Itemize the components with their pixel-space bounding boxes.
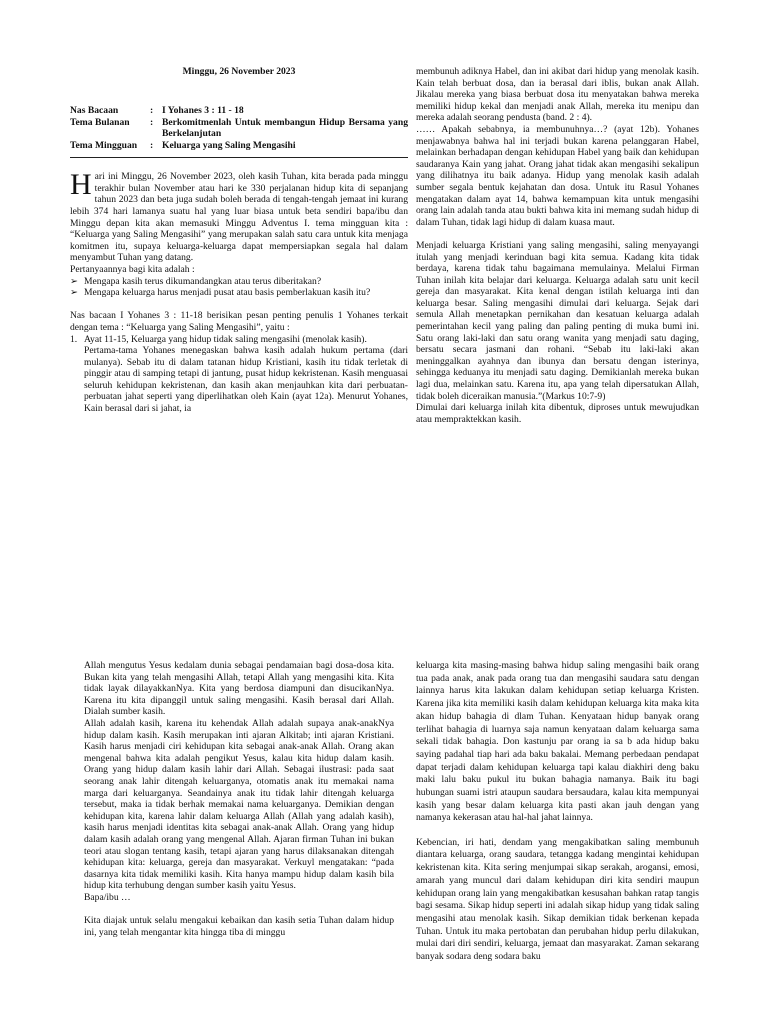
intro-paragraph xyxy=(70,168,408,264)
date-line: Minggu, 26 November 2023 xyxy=(182,66,296,77)
intro-text: ari ini Minggu, 26 November 2023, oleh kasih Tuhan, kita berada pada minggu terakhir bulan November atau hari ke 330 perjalanan hidup kita di sepanjang tahun 2023 dan beta juga sudah boleh berada di tengah-tengah jemaat ini kurang lebih 374 hari lamanya suatu hal yang luar biasa untuk beta sendiri bapa/ibu dan Minggu depan kita akan memasuki Minggu Adventus I. tema mingguan kita : “Keluarga yang Saling Mengasihi” yang merupakan salah satu cara untuk kita menjaga komitmen itu, supaya keluarga-keluarga dapat mempersiapkan segala hal dalam menyambut Tuhan yang datang. xyxy=(70,171,408,264)
column-bottom-left xyxy=(84,660,394,938)
question-text: Mengapa keluarga harus menjadi pusat atau basis pemberlakuan kasih itu? xyxy=(84,287,371,299)
paragraph: Allah adalah kasih, karena itu kehendak Allah adalah supaya anak-anakNya hidup dalam kasih. Kasih merupakan inti ajaran Alkitab; inti ajaran Kristiani. Kasih harus menjadi ciri kehidupan kita sebagai anak-anak Allah. Orang akan mengenal bahwa kita adalah pengikut Yesus, kalau kita hidup dalam kasih. Orang yang hidup dalam kasih lahir dari Allah. Sebagai ilustrasi: pada saat seorang anak lahir ditengah keluarganya, otomatis anak itu memakai nama marga dari keluarganya. Seandainya anak itu tidak lahir ditengah keluarga tersebut, maka ia tidak berhak memakai nama keluarganya. Demikian dengan kehidupan kita, karena lahir dalam keluarga Allah (Allah yang adalah kasih), kasih harus menjadi identitas kita sebagai anak-anak Allah. Orang yang hidup dalam kasih adalah orang yang mengenal Allah. Ajaran firman Tuhan ini bukan teori atau slogan tentang kasih, tetapi ajaran yang harus dilaksanakan ditengah kehidupan kita: keluarga, gereja dan masyarakat. Verkuyl mengatakan: “pada dasarnya kita tidak memiliki kasih. Kita hanya mampu hidup dalam kasih bila hidup kita terhubung dengan sumber kasih yaitu Yesus. xyxy=(84,717,394,892)
paragraph: Menjadi keluarga Kristiani yang saling mengasihi, saling menyayangi itulah yang menjadi kerinduan bagi kita semua. Kadang kita tidak berdaya, karena tidak tahu bagaimana memulainya. Melalui Firman Tuhan inilah kita belajar dari keluarga. Keluarga adalah satu unit kecil gereja dan masyarakat. Kita kenal dengan istilah keluarga inti dan keluarga besar. Saling mengasihi dimulai dari keluarga. Sejak dari semula Allah menetapkan pernikahan dan kesatuan keluarga adalah pemerintahan kecil yang paling dan paling penting di muka bumi ini. Satu orang laki-laki dan satu orang wanita yang menjadi satu daging, bersatu secara jasmani dan rohani. “Sebab itu laki-laki akan meninggalkan ayahnya dan ibunya dan bersatu dengan isterinya, sehingga keduanya itu menjadi satu daging. Demikianlah mereka bukan lagi dua, melainkan satu. Karena itu, apa yang telah dipersatukan Allah, tidak boleh diceraikan manusia.”(Markus 10:7-9) xyxy=(416,239,699,402)
drop-cap: H xyxy=(70,168,92,202)
nas-colon: : xyxy=(150,105,154,117)
point-1-body: Pertama-tama Yohanes menegaskan bahwa kasih adalah hukum pertama (dari mulanya). Sebab itu di dalam tatanan hidup Kristiani, kasih itu tidak terletak di pinggir atau di samping tetapi di jantung, pusat hidup kekristenan. Kasih menguasai seluruh kehidupan kekristenan, dan kasih akan menjauhkan kita dari perbuatan-perbuatan jahat seperti yang diperlihatkan oleh Kain (ayat 12a). Menurut Yohanes, Kain berasal dari si jahat, ia xyxy=(84,345,408,415)
paragraph: Bapa/ibu … xyxy=(84,891,131,903)
point-1-number: 1. xyxy=(70,333,78,345)
question-item xyxy=(70,276,408,288)
column-top-left xyxy=(70,66,408,415)
paragraph: Dimulai dari keluarga inilah kita dibentuk, diproses untuk mewujudkan atau mempraktekkan kasih. xyxy=(416,402,699,425)
mingguan-label: Tema Mingguan xyxy=(70,139,138,151)
paragraph: Allah mengutus Yesus kedalam dunia sebagai pendamaian bagi dosa-dosa kita. Bukan kita yang telah mengasihi Allah, tetapi Allah yang mengasihi kita. Kita tidak layak dilayakkanNya. Kita yang berdosa diampuni dan disucikanNya. Karena itu kita dipanggil untuk saling mengasihi. Kasih berasal dari Allah. Dialah sumber kasih. xyxy=(84,660,394,718)
paragraph: Kita diajak untuk selalu mengakui kebaikan dan kasih setia Tuhan dalam hidup ini, yang telah mengantar kita hingga tiba di minggu xyxy=(84,915,394,938)
mingguan-colon: : xyxy=(150,139,154,151)
paragraph: Kebencian, iri hati, dendam yang mengakibatkan saling membunuh diantara keluarga, orang saudara, tetangga kadang mengintai kehidupan kekristenan kita. Kita sering menjumpai sikap serakah, arogansi, emosi, amarah yang muncul dari dalam kehidupan diri kita sendiri maupun kehidupan orang lain yang mengakibatkan kesusahan bahkan ratap tangis bagi sesama. Sikap hidup seperti ini adalah sikap hidup yang tidak saling mengasihi atau menolak kasih. Sikap demikian tidak berkenan kepada Tuhan. Untuk itu maka pertobatan dan perubahan hidup perlu dilakukan, mulai dari diri sendiri, keluarga, jemaat dan masyarakat. Zaman sekarang banyak sodara deng sodara baku xyxy=(416,836,699,963)
tema-mingguan-row xyxy=(70,140,408,152)
bulanan-label: Tema Bulanan xyxy=(70,116,130,128)
nas-label: Nas Bacaan xyxy=(70,105,119,117)
nas-bacaan-row xyxy=(70,105,408,117)
point-1-title: Ayat 11-15, Keluarga yang hidup tidak saling mengasihi (menolak kasih). xyxy=(84,333,367,345)
arrow-bullet-icon: ➢ xyxy=(70,275,79,287)
paragraph: membunuh adiknya Habel, dan ini akibat dari hidup yang menolak kasih. Kain telah berbuat dosa, dan ia berasal dari iblis, bukan anak Allah. Jikalau mereka yang biasa berbuat dosa itu menyatakan bahwa mereka memiliki hidup kekal dan menjadi anak Allah, mereka itu menipu dan mereka adalah seorang pendusta (band. 2 : 4). xyxy=(416,66,699,124)
nas-paragraph: Nas bacaan I Yohanes 3 : 11-18 berisikan pesan penting penulis 1 Yohanes terkait dengan tema : “Keluarga yang Saling Mengasihi”, yaitu : xyxy=(70,310,408,333)
bulanan-value: Berkomitmenlah Untuk membangun Hidup Bersama yang Berkelanjutan xyxy=(162,116,408,140)
column-top-right xyxy=(416,66,699,425)
tema-bulanan-row xyxy=(70,117,408,140)
bulanan-colon: : xyxy=(150,116,154,128)
point-1 xyxy=(70,334,408,346)
paragraph: …… Apakah sebabnya, ia membunuhnya…? (ayat 12b). Yohanes menjawabnya bahwa hal ini terjadi bukan karena pelanggaran Habel, melainkan berhadapan dengan kehidupan Habel yang baik dan kehidupan saudaranya Kain yang jahat. Orang jahat tidak akan mengasihi sekalipun yang dilihatnya itu baik adanya. Hidup yang menolak kasih adalah sumber segala bentuk kejahatan dan dosa. Untuk itu Rasul Yohanes mengatakan dalam ayat 14, bahwa kemampuan kita untuk mengasihi orang lain adalah tanda atau bukti bahwa kita ini memang sudah hidup di dalam Tuhan, tidak lagi hidup di dalam kuasa maut. xyxy=(416,123,699,228)
question-item xyxy=(70,287,408,299)
nas-value: I Yohanes 3 : 11 - 18 xyxy=(162,105,244,117)
arrow-bullet-icon: ➢ xyxy=(70,287,79,299)
paragraph: keluarga kita masing-masing bahwa hidup saling mengasihi baik orang tua pada anak, anak pada orang tua dan mengasihi saudara satu dengan lainnya harus kita lakukan dalam kehidupan setiap keluarga Kristen. Karena jika kita memiliki kasih dalam kehidupan keluarga kita maka kita akan hidup bahagia di dlam Tuhan. Kenyataan hidup banyak orang terlihat bahagia di luarnya saja namun kenyataan dalam keluarga sama sekali tidak bahagia. Don kastunju par orang ia sa b ada hidup baku saying padahal tiap hari ada baku bakalai. Memang perbedaan pendapat dapat terjadi dalam kehidupan keluarga tapi kalau diakhiri deng baku maki lalu baku pukul itu bukan bahagia namanya. Baik itu bagi hubungan suami istri ataupun saudara bersaudara, kalau kita mempunyai kasih yang besar dalam keluarga kita pasti akan jauh dengan yang namanya kekerasan atau hal-hal jahat lainnya. xyxy=(416,660,699,824)
question-intro: Pertanyaannya bagi kita adalah : xyxy=(70,263,195,275)
mingguan-value: Keluarga yang Saling Mengasihi xyxy=(162,139,296,151)
column-bottom-right xyxy=(416,660,699,964)
question-text: Mengapa kasih terus dikumandangkan atau terus diberitakan? xyxy=(84,275,322,287)
